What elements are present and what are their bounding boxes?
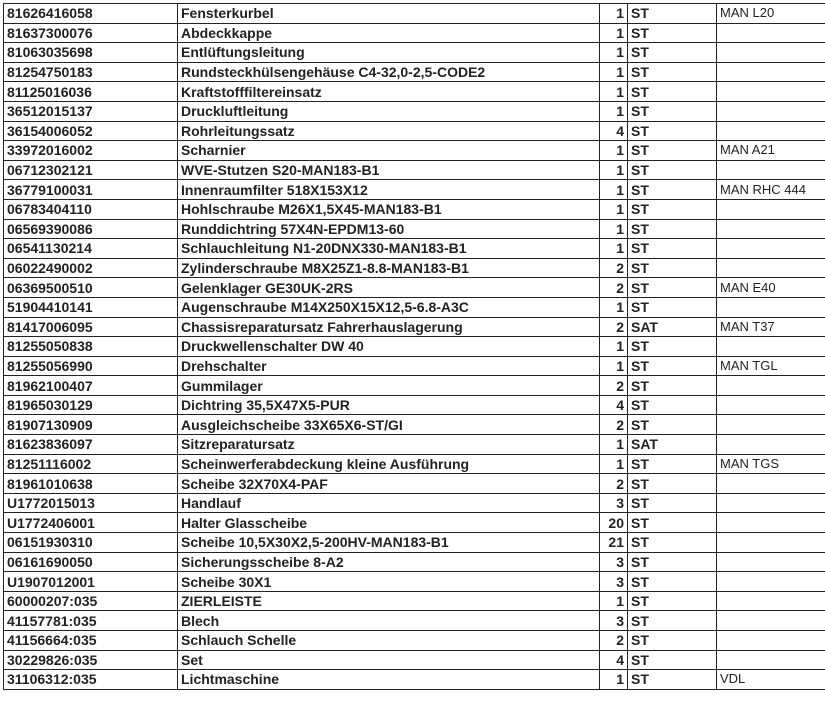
- part-name-cell: Sicherungsscheibe 8-A2: [178, 552, 600, 572]
- unit-cell: ST: [628, 611, 717, 631]
- part-name-cell: Lichtmaschine: [178, 670, 600, 690]
- model-note-cell: [717, 631, 825, 651]
- table-row: [4, 513, 825, 533]
- table-row: [4, 611, 825, 631]
- model-note-cell: [717, 219, 825, 239]
- model-note-cell: MAN TGS: [717, 454, 825, 474]
- part-name-cell: Entlüftungsleitung: [178, 43, 600, 63]
- quantity-cell: 2: [600, 317, 628, 337]
- table-row: [4, 43, 825, 63]
- unit-cell: ST: [628, 121, 717, 141]
- quantity-cell: 1: [600, 356, 628, 376]
- quantity-cell: 4: [600, 395, 628, 415]
- part-number-cell: 06569390086: [4, 219, 178, 239]
- part-name-cell: Abdeckkappe: [178, 23, 600, 43]
- part-number-cell: 81965030129: [4, 395, 178, 415]
- part-name-cell: Gummilager: [178, 376, 600, 396]
- part-name-cell: Druckluftleitung: [178, 101, 600, 121]
- model-note-cell: [717, 82, 825, 102]
- part-name-cell: Dichtring 35,5X47X5-PUR: [178, 395, 600, 415]
- model-note-cell: [717, 23, 825, 43]
- quantity-cell: 2: [600, 258, 628, 278]
- unit-cell: SAT: [628, 317, 717, 337]
- model-note-cell: [717, 572, 825, 592]
- table-row: [4, 650, 825, 670]
- part-number-cell: 51904410141: [4, 297, 178, 317]
- table-row: [4, 317, 825, 337]
- unit-cell: ST: [628, 101, 717, 121]
- table-row: [4, 572, 825, 592]
- part-number-cell: 06541130214: [4, 239, 178, 259]
- part-number-cell: 81962100407: [4, 376, 178, 396]
- unit-cell: ST: [628, 513, 717, 533]
- model-note-cell: MAN L20: [717, 4, 825, 24]
- part-number-cell: 41157781:035: [4, 611, 178, 631]
- part-number-cell: 81063035698: [4, 43, 178, 63]
- table-row: [4, 435, 825, 455]
- model-note-cell: [717, 493, 825, 513]
- unit-cell: ST: [628, 278, 717, 298]
- unit-cell: ST: [628, 631, 717, 651]
- quantity-cell: 1: [600, 670, 628, 690]
- part-number-cell: 81255050838: [4, 337, 178, 357]
- part-number-cell: 06712302121: [4, 160, 178, 180]
- part-name-cell: Set: [178, 650, 600, 670]
- quantity-cell: 2: [600, 474, 628, 494]
- quantity-cell: 1: [600, 199, 628, 219]
- table-row: [4, 258, 825, 278]
- model-note-cell: MAN TGL: [717, 356, 825, 376]
- unit-cell: ST: [628, 23, 717, 43]
- part-name-cell: Scheinwerferabdeckung kleine Ausführung: [178, 454, 600, 474]
- part-name-cell: Fensterkurbel: [178, 4, 600, 24]
- part-name-cell: Rundsteckhülsengehäuse C4-32,0-2,5-CODE2: [178, 62, 600, 82]
- quantity-cell: 4: [600, 121, 628, 141]
- table-row: [4, 82, 825, 102]
- part-name-cell: Handlauf: [178, 493, 600, 513]
- quantity-cell: 1: [600, 337, 628, 357]
- part-number-cell: 06161690050: [4, 552, 178, 572]
- part-number-cell: 81961010638: [4, 474, 178, 494]
- unit-cell: ST: [628, 160, 717, 180]
- model-note-cell: [717, 474, 825, 494]
- unit-cell: ST: [628, 376, 717, 396]
- part-name-cell: WVE-Stutzen S20-MAN183-B1: [178, 160, 600, 180]
- model-note-cell: [717, 62, 825, 82]
- model-note-cell: [717, 533, 825, 553]
- part-name-cell: Hohlschraube M26X1,5X45-MAN183-B1: [178, 199, 600, 219]
- unit-cell: ST: [628, 474, 717, 494]
- part-name-cell: Scheibe 32X70X4-PAF: [178, 474, 600, 494]
- part-name-cell: Schlauchleitung N1-20DNX330-MAN183-B1: [178, 239, 600, 259]
- model-note-cell: [717, 297, 825, 317]
- model-note-cell: [717, 121, 825, 141]
- table-row: [4, 180, 825, 200]
- part-number-cell: 81626416058: [4, 4, 178, 24]
- table-row: [4, 160, 825, 180]
- part-name-cell: Rohrleitungssatz: [178, 121, 600, 141]
- part-name-cell: Innenraumfilter 518X153X12: [178, 180, 600, 200]
- model-note-cell: [717, 435, 825, 455]
- unit-cell: ST: [628, 493, 717, 513]
- model-note-cell: [717, 415, 825, 435]
- part-number-cell: 36154006052: [4, 121, 178, 141]
- quantity-cell: 1: [600, 219, 628, 239]
- unit-cell: ST: [628, 219, 717, 239]
- part-number-cell: 81125016036: [4, 82, 178, 102]
- part-name-cell: Scharnier: [178, 141, 600, 161]
- model-note-cell: [717, 552, 825, 572]
- part-name-cell: Halter Glasscheibe: [178, 513, 600, 533]
- table-row: [4, 356, 825, 376]
- model-note-cell: MAN E40: [717, 278, 825, 298]
- unit-cell: ST: [628, 239, 717, 259]
- quantity-cell: 1: [600, 454, 628, 474]
- model-note-cell: [717, 513, 825, 533]
- quantity-cell: 1: [600, 101, 628, 121]
- quantity-cell: 3: [600, 552, 628, 572]
- part-name-cell: Chassisreparatursatz Fahrerhauslagerung: [178, 317, 600, 337]
- quantity-cell: 1: [600, 160, 628, 180]
- unit-cell: ST: [628, 141, 717, 161]
- part-name-cell: Drehschalter: [178, 356, 600, 376]
- part-number-cell: 41156664:035: [4, 631, 178, 651]
- table-row: [4, 493, 825, 513]
- model-note-cell: [717, 43, 825, 63]
- part-number-cell: U1907012001: [4, 572, 178, 592]
- unit-cell: ST: [628, 62, 717, 82]
- part-name-cell: Scheibe 10,5X30X2,5-200HV-MAN183-B1: [178, 533, 600, 553]
- quantity-cell: 2: [600, 278, 628, 298]
- unit-cell: ST: [628, 82, 717, 102]
- model-note-cell: [717, 199, 825, 219]
- table-row: [4, 4, 825, 24]
- model-note-cell: MAN A21: [717, 141, 825, 161]
- unit-cell: ST: [628, 180, 717, 200]
- model-note-cell: [717, 101, 825, 121]
- quantity-cell: 1: [600, 297, 628, 317]
- unit-cell: ST: [628, 454, 717, 474]
- table-row: [4, 337, 825, 357]
- unit-cell: ST: [628, 4, 717, 24]
- model-note-cell: MAN T37: [717, 317, 825, 337]
- part-name-cell: Augenschraube M14X250X15X12,5-6.8-A3C: [178, 297, 600, 317]
- table-row: [4, 121, 825, 141]
- table-row: [4, 23, 825, 43]
- part-name-cell: Gelenklager GE30UK-2RS: [178, 278, 600, 298]
- quantity-cell: 2: [600, 415, 628, 435]
- unit-cell: ST: [628, 533, 717, 553]
- quantity-cell: 3: [600, 493, 628, 513]
- model-note-cell: [717, 337, 825, 357]
- model-note-cell: MAN RHC 444: [717, 180, 825, 200]
- table-row: [4, 101, 825, 121]
- part-number-cell: 06151930310: [4, 533, 178, 553]
- quantity-cell: 4: [600, 650, 628, 670]
- part-number-cell: 81251116002: [4, 454, 178, 474]
- part-number-cell: 81255056990: [4, 356, 178, 376]
- part-number-cell: 81907130909: [4, 415, 178, 435]
- quantity-cell: 2: [600, 376, 628, 396]
- unit-cell: ST: [628, 356, 717, 376]
- part-number-cell: 60000207:035: [4, 591, 178, 611]
- model-note-cell: VDL: [717, 670, 825, 690]
- part-number-cell: 06369500510: [4, 278, 178, 298]
- part-name-cell: Druckwellenschalter DW 40: [178, 337, 600, 357]
- table-row: [4, 239, 825, 259]
- part-name-cell: Blech: [178, 611, 600, 631]
- unit-cell: ST: [628, 337, 717, 357]
- part-number-cell: U1772406001: [4, 513, 178, 533]
- table-row: [4, 141, 825, 161]
- quantity-cell: 1: [600, 591, 628, 611]
- unit-cell: ST: [628, 415, 717, 435]
- unit-cell: ST: [628, 591, 717, 611]
- table-row: [4, 297, 825, 317]
- table-row: [4, 631, 825, 651]
- part-number-cell: 81417006095: [4, 317, 178, 337]
- table-row: [4, 278, 825, 298]
- quantity-cell: 1: [600, 239, 628, 259]
- part-name-cell: Schlauch Schelle: [178, 631, 600, 651]
- model-note-cell: [717, 160, 825, 180]
- part-number-cell: 36512015137: [4, 101, 178, 121]
- quantity-cell: 3: [600, 611, 628, 631]
- table-row: [4, 591, 825, 611]
- table-row: [4, 376, 825, 396]
- parts-table-body: [4, 4, 825, 690]
- unit-cell: ST: [628, 650, 717, 670]
- quantity-cell: 20: [600, 513, 628, 533]
- quantity-cell: 3: [600, 572, 628, 592]
- part-number-cell: U1772015013: [4, 493, 178, 513]
- quantity-cell: 1: [600, 4, 628, 24]
- parts-table: [3, 3, 825, 690]
- part-number-cell: 30229826:035: [4, 650, 178, 670]
- part-number-cell: 81254750183: [4, 62, 178, 82]
- quantity-cell: 1: [600, 180, 628, 200]
- quantity-cell: 1: [600, 82, 628, 102]
- unit-cell: ST: [628, 43, 717, 63]
- model-note-cell: [717, 395, 825, 415]
- quantity-cell: 1: [600, 435, 628, 455]
- unit-cell: ST: [628, 552, 717, 572]
- part-name-cell: ZIERLEISTE: [178, 591, 600, 611]
- part-number-cell: 31106312:035: [4, 670, 178, 690]
- quantity-cell: 2: [600, 631, 628, 651]
- quantity-cell: 1: [600, 62, 628, 82]
- table-row: [4, 415, 825, 435]
- table-row: [4, 62, 825, 82]
- part-number-cell: 06783404110: [4, 199, 178, 219]
- unit-cell: SAT: [628, 435, 717, 455]
- unit-cell: ST: [628, 670, 717, 690]
- unit-cell: ST: [628, 199, 717, 219]
- part-number-cell: 81637300076: [4, 23, 178, 43]
- table-row: [4, 219, 825, 239]
- table-row: [4, 395, 825, 415]
- quantity-cell: 1: [600, 141, 628, 161]
- table-row: [4, 199, 825, 219]
- unit-cell: ST: [628, 258, 717, 278]
- part-name-cell: Zylinderschraube M8X25Z1-8.8-MAN183-B1: [178, 258, 600, 278]
- model-note-cell: [717, 258, 825, 278]
- unit-cell: ST: [628, 297, 717, 317]
- part-name-cell: Ausgleichscheibe 33X65X6-ST/GI: [178, 415, 600, 435]
- part-name-cell: Kraftstofffiltereinsatz: [178, 82, 600, 102]
- quantity-cell: 1: [600, 23, 628, 43]
- model-note-cell: [717, 239, 825, 259]
- table-row: [4, 670, 825, 690]
- quantity-cell: 1: [600, 43, 628, 63]
- table-row: [4, 533, 825, 553]
- table-row: [4, 454, 825, 474]
- part-number-cell: 06022490002: [4, 258, 178, 278]
- model-note-cell: [717, 650, 825, 670]
- part-number-cell: 81623836097: [4, 435, 178, 455]
- quantity-cell: 21: [600, 533, 628, 553]
- part-number-cell: 33972016002: [4, 141, 178, 161]
- unit-cell: ST: [628, 395, 717, 415]
- model-note-cell: [717, 591, 825, 611]
- table-row: [4, 474, 825, 494]
- model-note-cell: [717, 376, 825, 396]
- part-name-cell: Scheibe 30X1: [178, 572, 600, 592]
- table-row: [4, 552, 825, 572]
- part-number-cell: 36779100031: [4, 180, 178, 200]
- part-name-cell: Sitzreparatursatz: [178, 435, 600, 455]
- model-note-cell: [717, 611, 825, 631]
- part-name-cell: Runddichtring 57X4N-EPDM13-60: [178, 219, 600, 239]
- unit-cell: ST: [628, 572, 717, 592]
